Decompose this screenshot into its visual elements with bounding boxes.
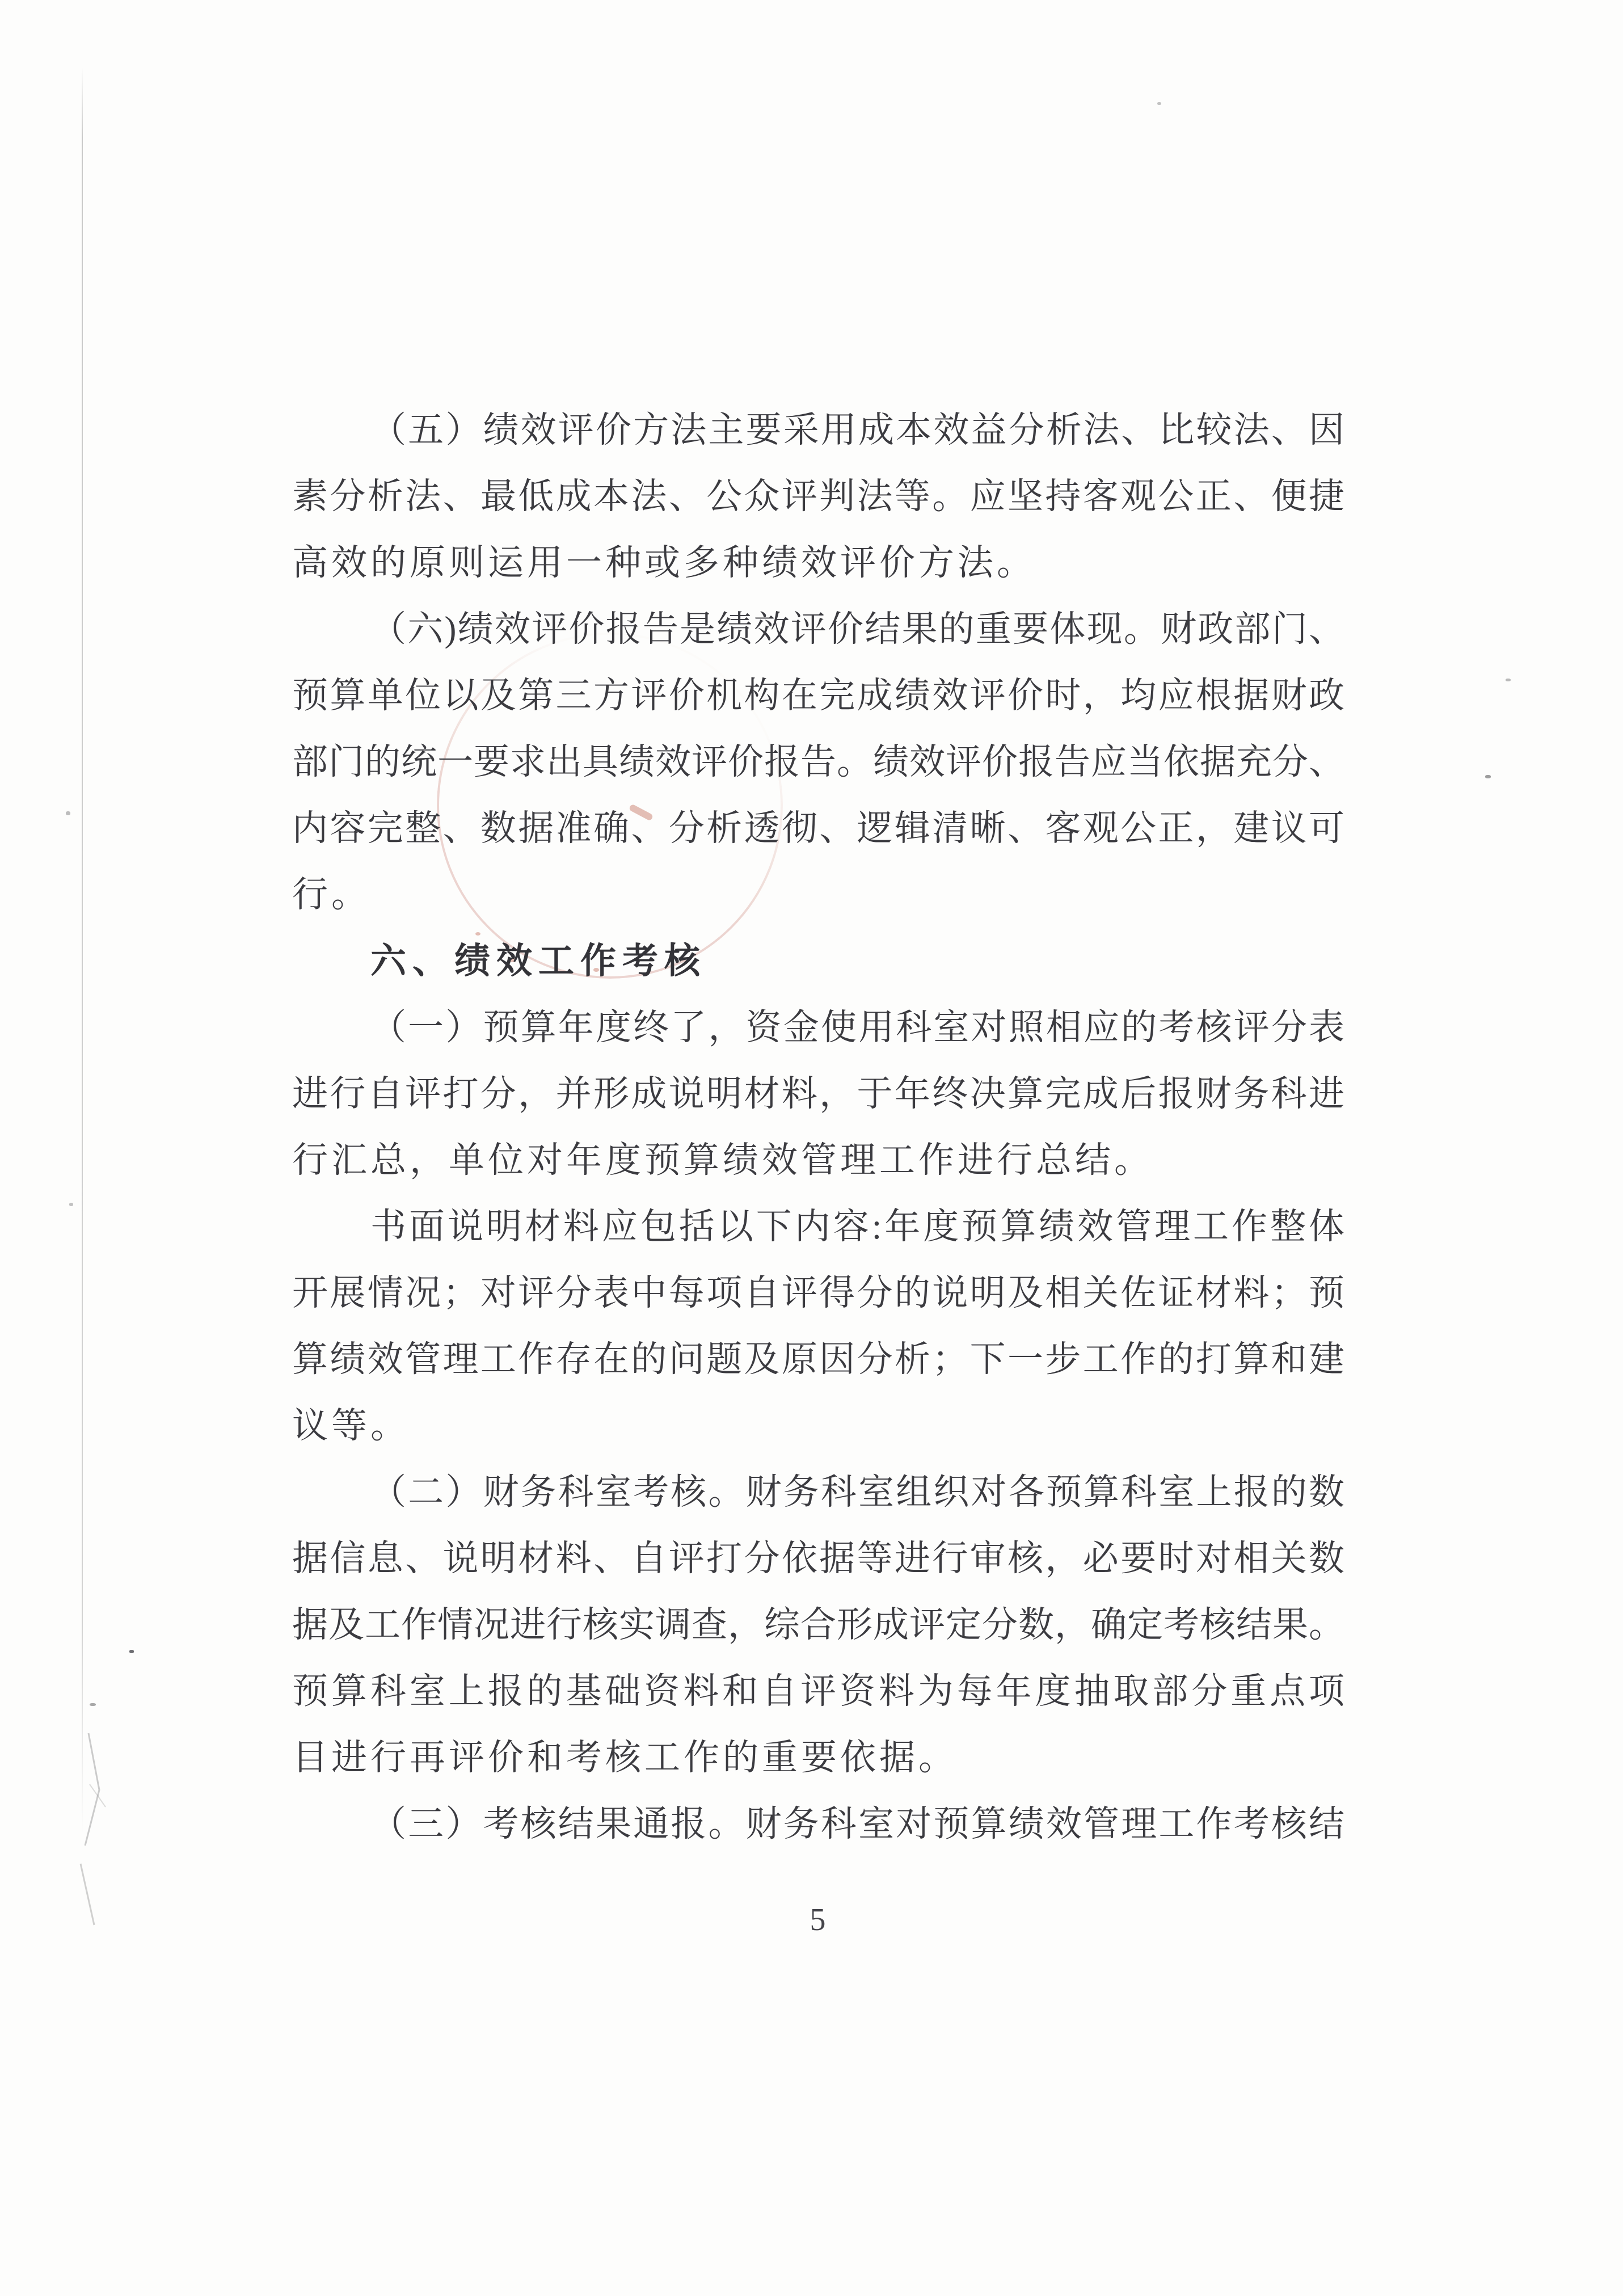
text-line: 行。 (292, 875, 370, 915)
text-line: 开展情况；对评分表中每项自评得分的说明及相关佐证材料；预 (292, 1273, 1344, 1313)
scan-speck (66, 811, 70, 815)
text-line: 算绩效管理工作存在的问题及原因分析；下一步工作的打算和建 (292, 1339, 1344, 1379)
text-line: 预算科室上报的基础资料和自评资料为每年度抽取部分重点项 (292, 1671, 1344, 1711)
text-line: 预算单位以及第三方评价机构在完成绩效评价时，均应根据财政 (292, 676, 1344, 715)
text-line: 书面说明材料应包括以下内容:年度预算绩效管理工作整体 (370, 1207, 1344, 1246)
scan-edge-line (82, 67, 83, 1834)
text-line: （一）预算年度终了，资金使用科室对照相应的考核评分表 (370, 1008, 1344, 1047)
text-line: 据信息、说明材料、自评打分依据等进行审核，必要时对相关数 (292, 1539, 1344, 1578)
text-line: 高效的原则运用一种或多种绩效评价方法。 (292, 543, 1036, 583)
text-line: 据及工作情况进行核实调查，综合形成评定分数，确定考核结果。 (292, 1605, 1344, 1645)
text-line: （二）财务科室考核。财务科室组织对各预算科室上报的数 (370, 1472, 1344, 1512)
text-line: （三）考核结果通报。财务科室对预算绩效管理工作考核结 (370, 1804, 1344, 1844)
crease-mark (67, 1699, 118, 1943)
text-line: （六)绩效评价报告是绩效评价结果的重要体现。财政部门、 (370, 609, 1344, 649)
text-line: 议等。 (292, 1406, 410, 1446)
section-heading: 六、绩效工作考核 (370, 941, 706, 981)
scan-speck (129, 1650, 134, 1653)
text-line: 进行自评打分，并形成说明材料，于年终决算完成后报财务科进 (292, 1074, 1344, 1114)
text-line: 部门的统一要求出具绩效评价报告。绩效评价报告应当依据充分、 (292, 742, 1344, 782)
scan-speck (90, 1703, 96, 1706)
page-number: 5 (810, 1902, 827, 1937)
text-line: 目进行再评价和考核工作的重要依据。 (292, 1738, 958, 1777)
scan-speck (69, 1203, 73, 1206)
text-line: （五）绩效评价方法主要采用成本效益分析法、比较法、因 (370, 410, 1344, 450)
text-line: 素分析法、最低成本法、公众评判法等。应坚持客观公正、便捷 (292, 477, 1344, 516)
text-line: 内容完整、数据准确、分析透彻、逻辑清晰、客观公正，建议可 (292, 808, 1344, 848)
text-line: 行汇总，单位对年度预算绩效管理工作进行总结。 (292, 1140, 1153, 1180)
scan-speck (1506, 679, 1511, 681)
scan-speck (1157, 102, 1161, 105)
text-block (292, 397, 1344, 1857)
scan-speck (1485, 775, 1491, 778)
